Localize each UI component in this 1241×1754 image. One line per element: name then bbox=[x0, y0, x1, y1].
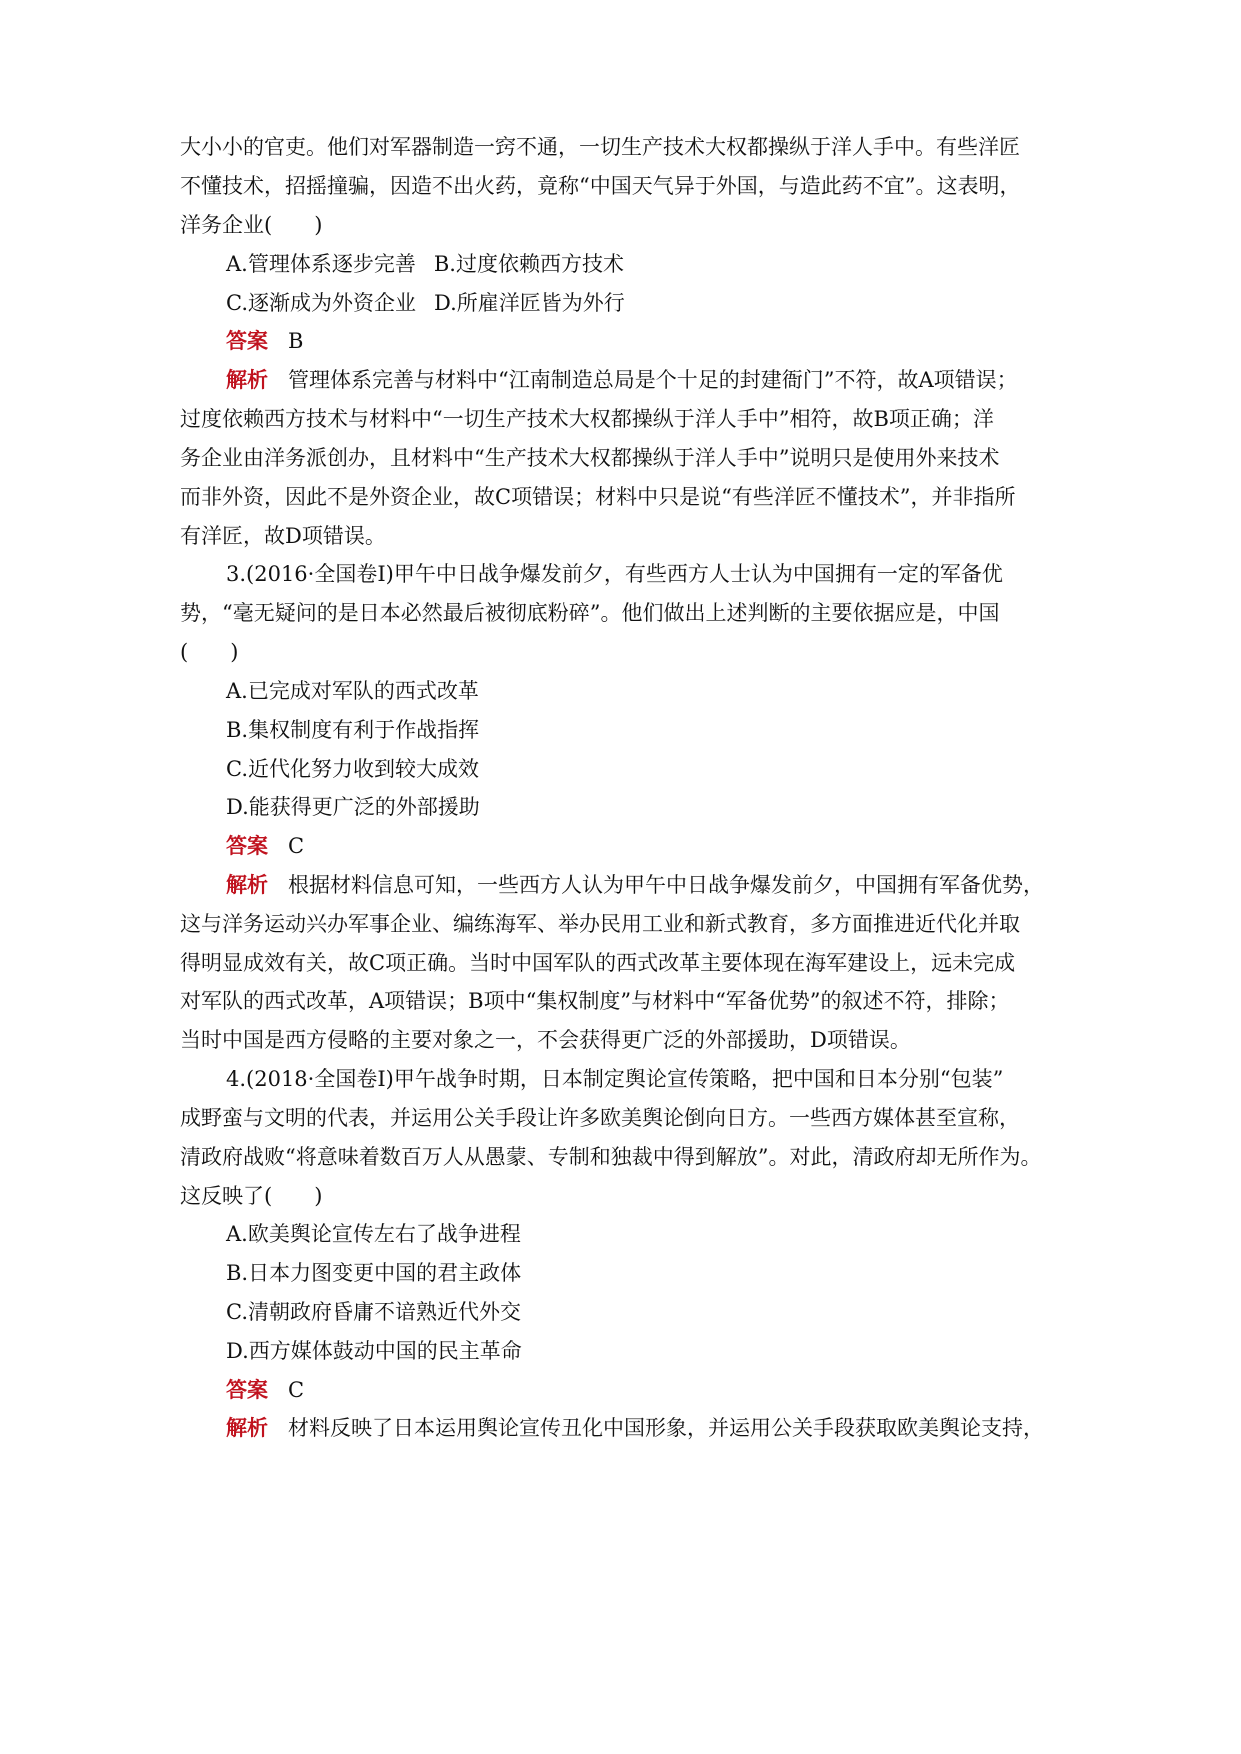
question-text-line: 清政府战败“将意味着数百万人从愚蒙、专制和独裁中得到解放”。对此，清政府却无所作为。 bbox=[180, 1145, 1042, 1169]
explanation-line: 务企业由洋务派创办，且材料中“生产技术大权都操纵于洋人手中”说明只是使用外来技术 bbox=[180, 446, 1000, 470]
option-a: A.欧美舆论宣传左右了战争进程 bbox=[226, 1222, 521, 1246]
option-row bbox=[226, 288, 625, 318]
question-text-line: 不懂技术，招摇撞骗，因造不出火药，竟称“中国天气异于外国，与造此药不宜”。这表明， bbox=[180, 174, 1021, 198]
explanation-line bbox=[226, 365, 1018, 395]
explanation-line: 当时中国是西方侵略的主要对象之一，不会获得更广泛的外部援助，D项错误。 bbox=[180, 1028, 911, 1052]
question-3-stem: 3.(2016·全国卷Ⅰ)甲午中日战争爆发前夕，有些西方人士认为中国拥有一定的军备优 bbox=[226, 562, 1003, 586]
option-b: B.集权制度有利于作战指挥 bbox=[226, 718, 480, 742]
question-text-line: ( ) bbox=[180, 640, 239, 664]
answer-line bbox=[226, 831, 304, 861]
answer-value: C bbox=[288, 1378, 305, 1402]
option-c: C.逐渐成为外资企业 bbox=[226, 291, 416, 315]
answer-line bbox=[226, 326, 303, 356]
option-a: A.管理体系逐步完善 bbox=[226, 252, 416, 276]
option-c: C.近代化努力收到较大成效 bbox=[226, 757, 479, 781]
question-text-line: 成野蛮与文明的代表，并运用公关手段让许多欧美舆论倒向日方。一些西方媒体甚至宣称， bbox=[180, 1106, 1020, 1130]
question-text-line: 大小小的官吏。他们对军器制造一窍不通，一切生产技术大权都操纵于洋人手中。有些洋匠 bbox=[180, 135, 1020, 159]
explanation-label: 解析 bbox=[226, 368, 268, 392]
option-d: D.所雇洋匠皆为外行 bbox=[434, 291, 625, 315]
option-a: A.已完成对军队的西式改革 bbox=[226, 679, 479, 703]
answer-label: 答案 bbox=[226, 834, 268, 858]
option-c: C.清朝政府昏庸不谙熟近代外交 bbox=[226, 1300, 521, 1324]
answer-value: B bbox=[288, 329, 304, 353]
question-text-line: 这反映了( ) bbox=[180, 1184, 323, 1208]
question-text-line: 势，“毫无疑问的是日本必然最后被彻底粉碎”。他们做出上述判断的主要依据应是，中国 bbox=[180, 601, 1000, 625]
answer-label: 答案 bbox=[226, 1378, 268, 1402]
explanation-line bbox=[226, 870, 1044, 900]
explanation-text: 材料反映了日本运用舆论宣传丑化中国形象，并运用公关手段获取欧美舆论支持， bbox=[288, 1416, 1044, 1440]
explanation-line: 对军队的西式改革，A项错误；B项中“集权制度”与材料中“军备优势”的叙述不符，排除； bbox=[180, 989, 1010, 1013]
explanation-line: 这与洋务运动兴办军事企业、编练海军、举办民用工业和新式教育，多方面推进近代化并取 bbox=[180, 912, 1020, 936]
explanation-line: 过度依赖西方技术与材料中“一切生产技术大权都操纵于洋人手中”相符，故B项正确；洋 bbox=[180, 407, 994, 431]
explanation-text: 管理体系完善与材料中“江南制造总局是个十足的封建衙门”不符，故A项错误； bbox=[288, 368, 1018, 392]
option-b: B.过度依赖西方技术 bbox=[433, 252, 624, 276]
option-d: D.西方媒体鼓动中国的民主革命 bbox=[226, 1339, 522, 1363]
answer-label: 答案 bbox=[226, 329, 268, 353]
answer-line bbox=[226, 1375, 304, 1405]
option-b: B.日本力图变更中国的君主政体 bbox=[226, 1261, 522, 1285]
explanation-line: 而非外资，因此不是外资企业，故C项错误；材料中只是说“有些洋匠不懂技术”，并非指所 bbox=[180, 485, 1016, 509]
explanation-text: 根据材料信息可知，一些西方人认为甲午中日战争爆发前夕，中国拥有军备优势， bbox=[288, 873, 1044, 897]
explanation-line bbox=[226, 1413, 1044, 1443]
explanation-line: 有洋匠，故D项错误。 bbox=[180, 524, 386, 548]
option-row bbox=[226, 249, 624, 279]
question-text-line: 洋务企业( ) bbox=[180, 213, 323, 237]
question-4-stem: 4.(2018·全国卷Ⅰ)甲午战争时期，日本制定舆论宣传策略，把中国和日本分别“包装” bbox=[226, 1067, 1004, 1091]
explanation-label: 解析 bbox=[226, 873, 268, 897]
answer-value: C bbox=[288, 834, 305, 858]
explanation-label: 解析 bbox=[226, 1416, 268, 1440]
explanation-line: 得明显成效有关，故C项正确。当时中国军队的西式改革主要体现在海军建设上，远未完成 bbox=[180, 951, 1016, 975]
option-d: D.能获得更广泛的外部援助 bbox=[226, 795, 480, 819]
